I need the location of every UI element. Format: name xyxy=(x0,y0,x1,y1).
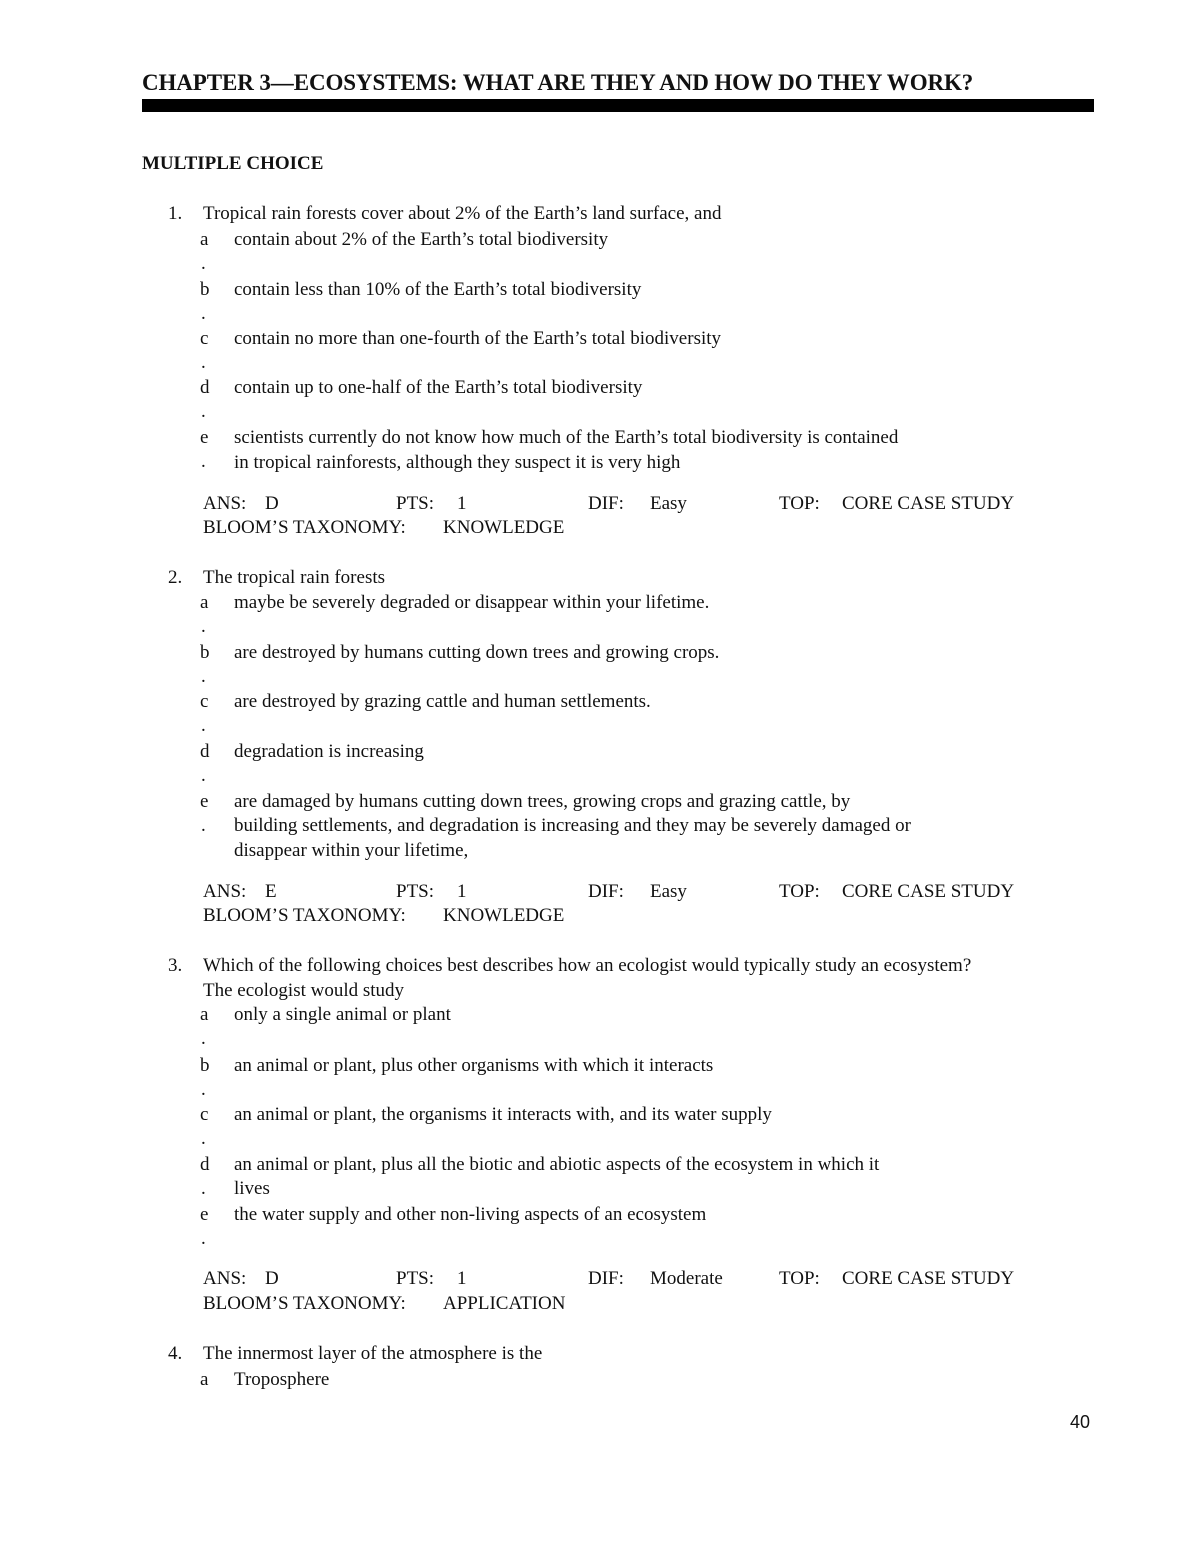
topic-value: CORE CASE STUDY xyxy=(842,493,1015,514)
title-rule xyxy=(142,99,1094,112)
topic-label: TOP: xyxy=(779,493,820,514)
topic-label: TOP: xyxy=(779,1268,820,1289)
points-value: 1 xyxy=(457,881,467,902)
option-text-c: are destroyed by grazing cattle and human settlements. xyxy=(234,691,651,712)
answer-value: D xyxy=(265,493,279,514)
option-text-d: degradation is increasing xyxy=(234,741,424,762)
option-letter-c: c xyxy=(200,1104,209,1125)
option-text-d: an animal or plant, plus all the biotic and abiotic aspects of the ecosystem in which it xyxy=(234,1154,880,1175)
answer-label: ANS: xyxy=(203,881,247,902)
difficulty-value: Easy xyxy=(650,881,687,902)
question-number: 1. xyxy=(168,203,183,224)
bloom-label: BLOOM’S TAXONOMY: xyxy=(203,517,406,538)
points-value: 1 xyxy=(457,1268,467,1289)
option-letter-b: b xyxy=(200,279,210,300)
difficulty-label: DIF: xyxy=(588,1268,624,1289)
option-letter-a: a xyxy=(200,592,209,613)
bloom-label: BLOOM’S TAXONOMY: xyxy=(203,905,406,926)
difficulty-label: DIF: xyxy=(588,881,624,902)
option-dot: . xyxy=(201,616,206,637)
question-number: 2. xyxy=(168,567,183,588)
option-letter-d: d xyxy=(200,377,210,398)
option-letter-c: c xyxy=(200,328,209,349)
option-text-a: contain about 2% of the Earth’s total biodiversity xyxy=(234,229,609,250)
option-dot: . xyxy=(201,1178,206,1199)
option-dot: . xyxy=(201,1128,206,1149)
answer-value: E xyxy=(265,881,277,902)
topic-label: TOP: xyxy=(779,881,820,902)
option-dot: . xyxy=(201,303,206,324)
option-dot: . xyxy=(201,401,206,422)
question-stem: Which of the following choices best describes how an ecologist would typically study an ecosystem? xyxy=(203,955,972,976)
option-text-e: the water supply and other non-living aspects of an ecosystem xyxy=(234,1204,707,1225)
option-dot: . xyxy=(201,1028,206,1049)
difficulty-label: DIF: xyxy=(588,493,624,514)
answer-value: D xyxy=(265,1268,279,1289)
option-letter-e: e xyxy=(200,1204,209,1225)
option-text-b: an animal or plant, plus other organisms with which it interacts xyxy=(234,1055,714,1076)
option-letter-b: b xyxy=(200,1055,210,1076)
option-text-e: building settlements, and degradation is increasing and they may be severely damaged or xyxy=(234,815,911,836)
option-dot: . xyxy=(201,451,206,472)
option-text-e: are damaged by humans cutting down trees, growing crops and grazing cattle, by xyxy=(234,791,851,812)
question-stem: The ecologist would study xyxy=(203,980,405,1001)
points-label: PTS: xyxy=(396,1268,435,1289)
option-letter-b: b xyxy=(200,642,210,663)
bloom-value: KNOWLEDGE xyxy=(443,517,565,538)
option-letter-d: d xyxy=(200,1154,210,1175)
option-text-a: Troposphere xyxy=(234,1369,330,1390)
option-dot: . xyxy=(201,352,206,373)
section-title: MULTIPLE CHOICE xyxy=(142,153,324,174)
option-text-c: contain no more than one-fourth of the Earth’s total biodiversity xyxy=(234,328,722,349)
points-value: 1 xyxy=(457,493,467,514)
topic-value: CORE CASE STUDY xyxy=(842,1268,1015,1289)
answer-label: ANS: xyxy=(203,493,247,514)
option-text-b: contain less than 10% of the Earth’s total biodiversity xyxy=(234,279,642,300)
option-letter-e: e xyxy=(200,427,209,448)
option-dot: . xyxy=(201,815,206,836)
question-stem: The tropical rain forests xyxy=(203,567,386,588)
difficulty-value: Moderate xyxy=(650,1268,723,1289)
option-dot: . xyxy=(201,765,206,786)
question-stem: Tropical rain forests cover about 2% of the Earth’s land surface, and xyxy=(203,203,722,224)
question-number: 3. xyxy=(168,955,183,976)
difficulty-value: Easy xyxy=(650,493,687,514)
question-number: 4. xyxy=(168,1343,183,1364)
option-dot: . xyxy=(201,253,206,274)
option-text-e: in tropical rainforests, although they suspect it is very high xyxy=(234,452,681,473)
page-number: 40 xyxy=(1070,1412,1091,1432)
option-dot: . xyxy=(201,1079,206,1100)
question-stem: The innermost layer of the atmosphere is the xyxy=(203,1343,543,1364)
option-letter-c: c xyxy=(200,691,209,712)
option-text-c: an animal or plant, the organisms it interacts with, and its water supply xyxy=(234,1104,772,1125)
option-text-d: contain up to one-half of the Earth’s total biodiversity xyxy=(234,377,643,398)
option-letter-e: e xyxy=(200,791,209,812)
chapter-title: CHAPTER 3—ECOSYSTEMS: WHAT ARE THEY AND HOW DO THEY WORK? xyxy=(142,70,974,95)
option-letter-a: a xyxy=(200,1369,209,1390)
option-letter-a: a xyxy=(200,1004,209,1025)
option-text-b: are destroyed by humans cutting down trees and growing crops. xyxy=(234,642,720,663)
topic-value: CORE CASE STUDY xyxy=(842,881,1015,902)
points-label: PTS: xyxy=(396,493,435,514)
option-dot: . xyxy=(201,666,206,687)
answer-label: ANS: xyxy=(203,1268,247,1289)
bloom-value: APPLICATION xyxy=(443,1293,566,1314)
option-text-a: maybe be severely degraded or disappear within your lifetime. xyxy=(234,592,710,613)
option-dot: . xyxy=(201,715,206,736)
option-dot: . xyxy=(201,1228,206,1249)
option-letter-d: d xyxy=(200,741,210,762)
option-text-a: only a single animal or plant xyxy=(234,1004,451,1025)
bloom-label: BLOOM’S TAXONOMY: xyxy=(203,1293,406,1314)
option-text-d: lives xyxy=(234,1178,270,1199)
bloom-value: KNOWLEDGE xyxy=(443,905,565,926)
option-text-e: scientists currently do not know how much of the Earth’s total biodiversity is contained xyxy=(234,427,899,448)
option-text-e: disappear within your lifetime, xyxy=(234,840,469,861)
points-label: PTS: xyxy=(396,881,435,902)
option-letter-a: a xyxy=(200,229,209,250)
